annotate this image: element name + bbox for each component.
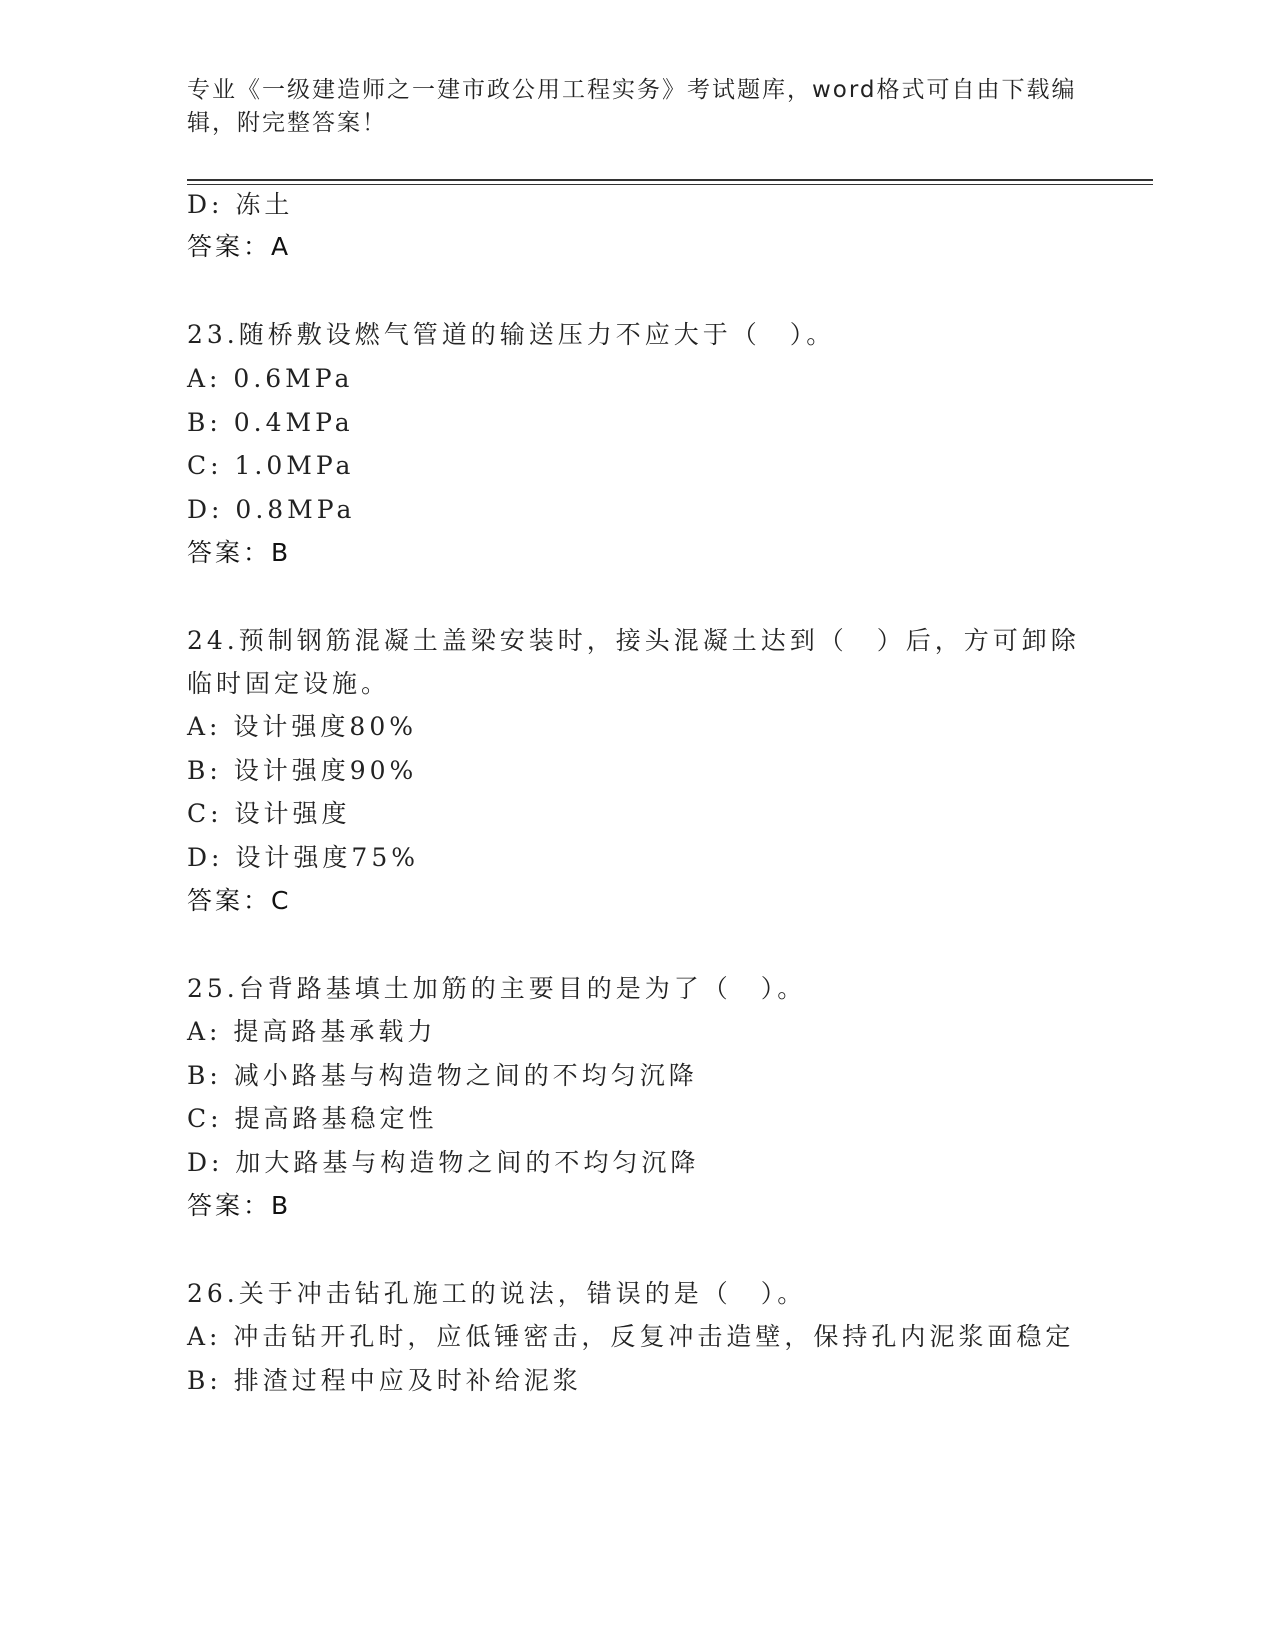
q25-option-a: A: 提高路基承载力 bbox=[187, 1017, 437, 1046]
q23-option-b: B: 0.4MPa bbox=[187, 408, 354, 437]
q26-stem: 26.关于冲击钻孔施工的说法，错误的是（ ）。 bbox=[187, 1279, 807, 1308]
q24-option-a: A: 设计强度80% bbox=[187, 712, 417, 741]
q23-answer: 答案：B bbox=[187, 538, 292, 567]
q25-stem: 25.台背路基填土加筋的主要目的是为了（ ）。 bbox=[187, 974, 807, 1003]
header-line-1: 专业《一级建造师之一建市政公用工程实务》考试题库，word格式可自由下载编 bbox=[187, 77, 1077, 103]
prev-answer: 答案：A bbox=[187, 232, 292, 261]
header-rule-thick bbox=[187, 179, 1153, 181]
document-header bbox=[187, 74, 1087, 140]
q25-answer: 答案：B bbox=[187, 1191, 292, 1220]
q23-option-d: D: 0.8MPa bbox=[187, 495, 356, 524]
q24-option-b: B: 设计强度90% bbox=[187, 756, 418, 785]
q26-option-b: B: 排渣过程中应及时补给泥浆 bbox=[187, 1366, 582, 1395]
header-rule-thin bbox=[187, 184, 1153, 185]
q23-option-c: C: 1.0MPa bbox=[187, 451, 355, 480]
q24-stem-line-1: 24.预制钢筋混凝土盖梁安装时，接头混凝土达到（ ）后，方可卸除 bbox=[187, 626, 1080, 655]
q26-option-a: A: 冲击钻开孔时，应低锤密击，反复冲击造壁，保持孔内泥浆面稳定 bbox=[187, 1322, 1075, 1351]
q24-option-d: D: 设计强度75% bbox=[187, 843, 419, 872]
q25-option-b: B: 减小路基与构造物之间的不均匀沉降 bbox=[187, 1061, 698, 1090]
header-line-2: 辑，附完整答案！ bbox=[187, 110, 387, 136]
prev-option-d: D: 冻土 bbox=[187, 190, 294, 219]
q24-option-c: C: 设计强度 bbox=[187, 799, 351, 828]
q24-answer: 答案：C bbox=[187, 886, 292, 915]
q25-option-d: D: 加大路基与构造物之间的不均匀沉降 bbox=[187, 1148, 700, 1177]
q23-option-a: A: 0.6MPa bbox=[187, 364, 354, 393]
q23-stem: 23.随桥敷设燃气管道的输送压力不应大于（ ）。 bbox=[187, 320, 836, 349]
q25-option-c: C: 提高路基稳定性 bbox=[187, 1104, 438, 1133]
q24-stem-line-2: 临时固定设施。 bbox=[187, 669, 391, 698]
